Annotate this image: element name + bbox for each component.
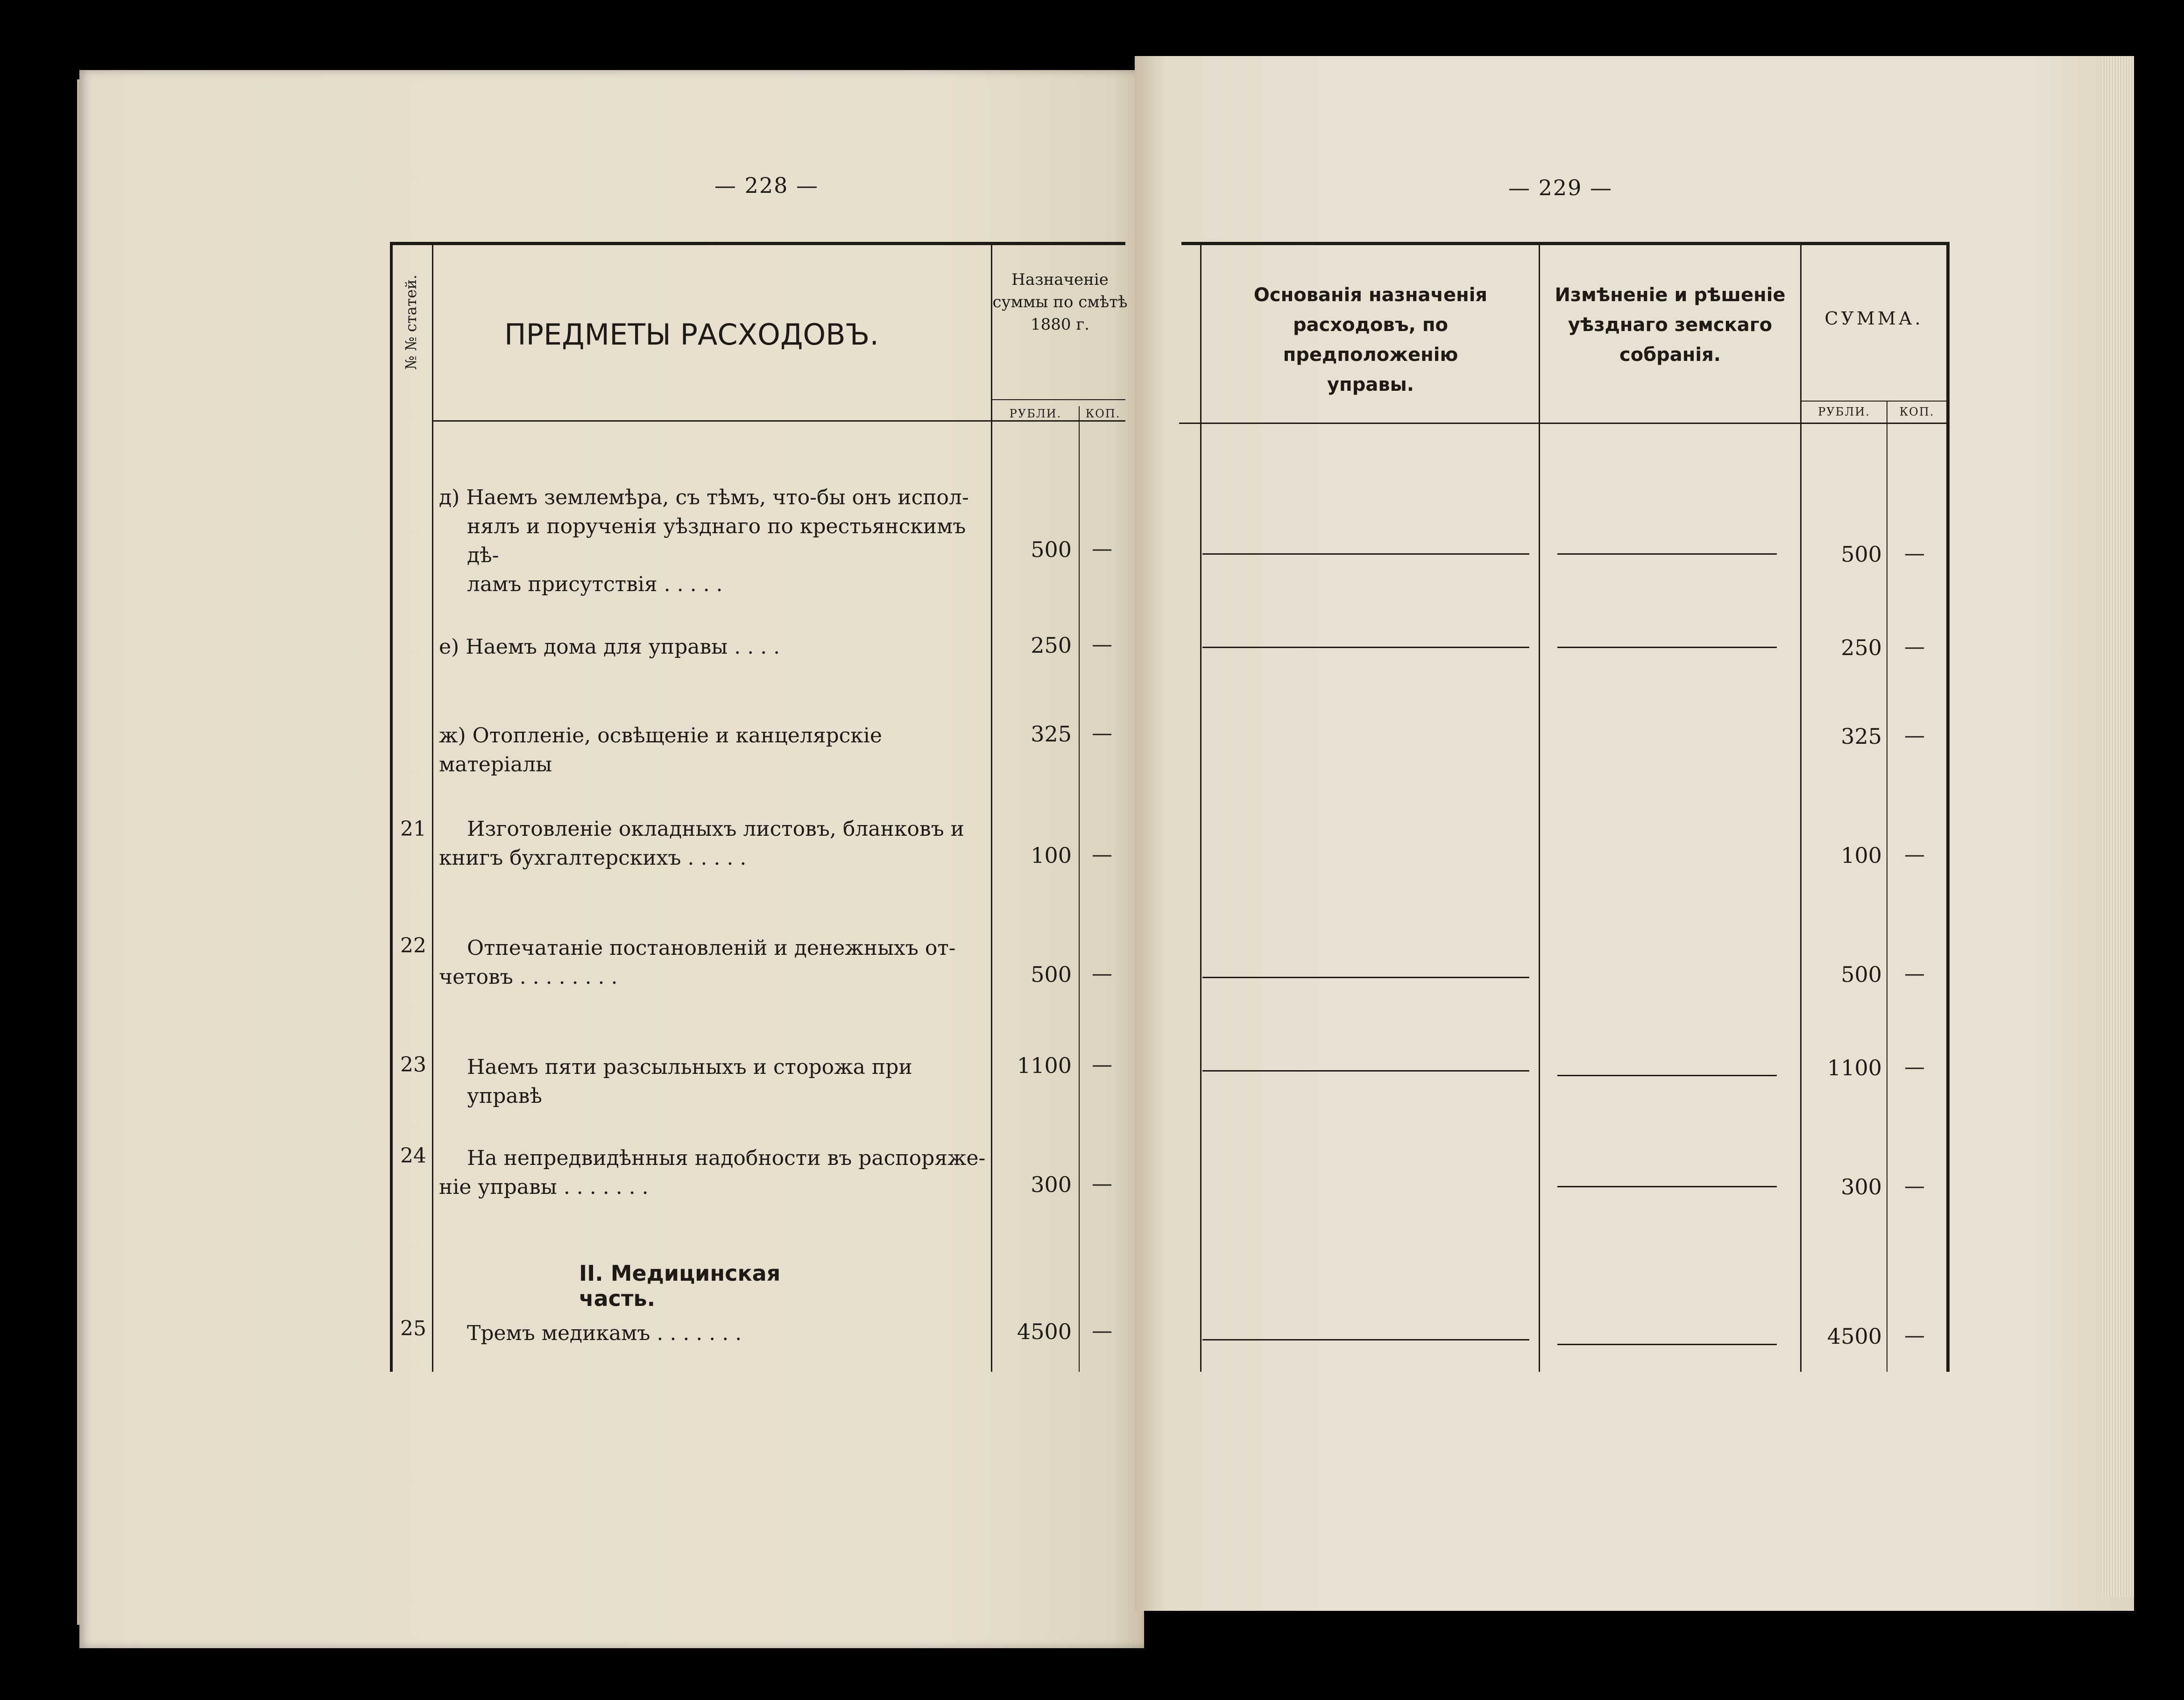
right-row-rule — [1202, 1339, 1529, 1340]
left-row-25-kop: — — [1092, 1319, 1112, 1343]
right-col-divider-change — [1539, 242, 1540, 1372]
left-row-22-amount: 500 — [1031, 962, 1072, 987]
left-row-zh-amount: 325 — [1031, 721, 1072, 747]
right-row-rule — [1557, 1186, 1777, 1187]
left-row-25-amount: 4500 — [1017, 1319, 1072, 1344]
right-header-bottom-rule — [1179, 423, 1950, 424]
right-row-4-amount: 100 — [1841, 843, 1882, 868]
left-subheader-rub: РУБЛИ. — [1009, 407, 1062, 420]
right-table-outer-border — [1946, 242, 1950, 1372]
left-subheader-kop: КОП. — [1085, 407, 1121, 420]
right-row-8-kop: — — [1904, 1324, 1925, 1347]
right-row-rule — [1557, 553, 1777, 555]
right-row-8-amount: 4500 — [1827, 1324, 1882, 1349]
left-row-23: Наемъ пяти разсыльныхъ и сторожа при управѣ — [467, 1055, 912, 1108]
right-header-col-basis: Основанія назначенія расходовъ, по предположенію управы. — [1253, 284, 1488, 395]
left-row-zh-kop: — — [1092, 721, 1112, 745]
left-row-25: Тремъ медикамъ . . . . . . . — [467, 1321, 742, 1345]
left-page-number: — 228 — — [714, 173, 819, 198]
right-row-rule — [1557, 647, 1777, 648]
right-row-3-kop: — — [1904, 724, 1925, 748]
left-row-d-kop: — — [1092, 537, 1112, 561]
right-subheader-kop: КОП. — [1899, 405, 1935, 418]
left-header-col-num: № № статей. — [402, 275, 420, 370]
right-page-number: — 229 — — [1508, 175, 1613, 200]
right-row-rule — [1557, 1075, 1777, 1076]
left-row-25-num: 25 — [400, 1317, 426, 1340]
left-header-bottom-rule — [432, 420, 1125, 422]
left-row-24-kop: — — [1092, 1172, 1112, 1196]
left-row-e: е) Наемъ дома для управы . . . . — [439, 635, 780, 659]
right-header-col-change: Измѣненіе и рѣшеніе уѣзднаго земскаго собранія. — [1555, 284, 1786, 366]
left-row-zh: ж) Отопленіе, освѣщеніе и канцелярскіе матеріалы — [439, 724, 882, 776]
left-table-top-rule — [390, 242, 1125, 245]
right-row-7-amount: 300 — [1841, 1174, 1882, 1199]
left-row-21-amount: 100 — [1031, 843, 1072, 868]
right-row-1-kop: — — [1904, 542, 1925, 565]
left-row-22-num: 22 — [400, 934, 426, 958]
left-col-divider-kop — [1079, 406, 1080, 1372]
right-row-1-amount: 500 — [1841, 542, 1882, 567]
right-row-5-amount: 500 — [1841, 962, 1882, 987]
left-row-24-num: 24 — [400, 1144, 426, 1168]
right-row-2-kop: — — [1904, 635, 1925, 659]
left-section-title: II. Медицинская часть. — [579, 1261, 781, 1311]
right-subheader-rule — [1800, 401, 1947, 402]
left-header-col-title: ПРЕДМЕТЫ РАСХОДОВЪ. — [504, 317, 879, 352]
right-row-6-amount: 1100 — [1827, 1055, 1882, 1080]
left-row-d-amount: 500 — [1031, 537, 1072, 562]
left-row-e-kop: — — [1092, 633, 1112, 656]
left-row-22-kop: — — [1092, 962, 1112, 986]
right-row-4-kop: — — [1904, 843, 1925, 867]
right-table-top-rule — [1181, 242, 1950, 245]
left-row-21: Изготовленіе окладныхъ листовъ, бланковъ и книгъ бухгалтерскихъ . . . . . — [439, 817, 964, 870]
right-row-7-kop: — — [1904, 1174, 1925, 1198]
left-row-21-num: 21 — [400, 817, 426, 841]
left-row-23-kop: — — [1092, 1053, 1112, 1077]
right-row-rule — [1202, 977, 1529, 978]
right-row-rule — [1202, 647, 1529, 648]
left-col-divider-num — [432, 242, 433, 1372]
right-row-5-kop: — — [1904, 962, 1925, 986]
left-row-23-amount: 1100 — [1017, 1053, 1072, 1078]
right-row-rule — [1202, 1070, 1529, 1072]
left-row-21-kop: — — [1092, 843, 1112, 867]
left-row-24: На непредвидѣнныя надобности въ распоряже- ніе управы . . . . . . . — [439, 1146, 986, 1199]
right-row-3-amount: 325 — [1841, 724, 1882, 749]
right-col-divider-left — [1200, 242, 1202, 1372]
book-page-edges-right — [2101, 56, 2134, 1597]
right-header-col-sum: СУММА. — [1824, 308, 1923, 329]
right-row-6-kop: — — [1904, 1055, 1925, 1079]
right-subheader-rub: РУБЛИ. — [1818, 405, 1870, 418]
left-row-e-amount: 250 — [1031, 633, 1072, 658]
left-row-23-num: 23 — [400, 1053, 426, 1077]
left-subheader-rule — [991, 399, 1125, 400]
left-table-outer-border — [390, 242, 393, 1372]
left-row-24-amount: 300 — [1031, 1172, 1072, 1197]
left-header-col-amount: Назначеніе суммы по смѣтѣ 1880 г. — [992, 270, 1128, 334]
right-row-rule — [1202, 553, 1529, 555]
right-row-2-amount: 250 — [1841, 635, 1882, 660]
left-row-22: Отпечатаніе постановленій и денежныхъ от- четовъ . . . . . . . . — [439, 936, 956, 989]
right-row-rule — [1557, 1344, 1777, 1345]
left-row-d: д) Наемъ землемѣра, съ тѣмъ, что-бы онъ испол- нялъ и порученія уѣзднаго по крестьянскимъ дѣ- ламъ присутствія . . . . . — [439, 486, 969, 596]
